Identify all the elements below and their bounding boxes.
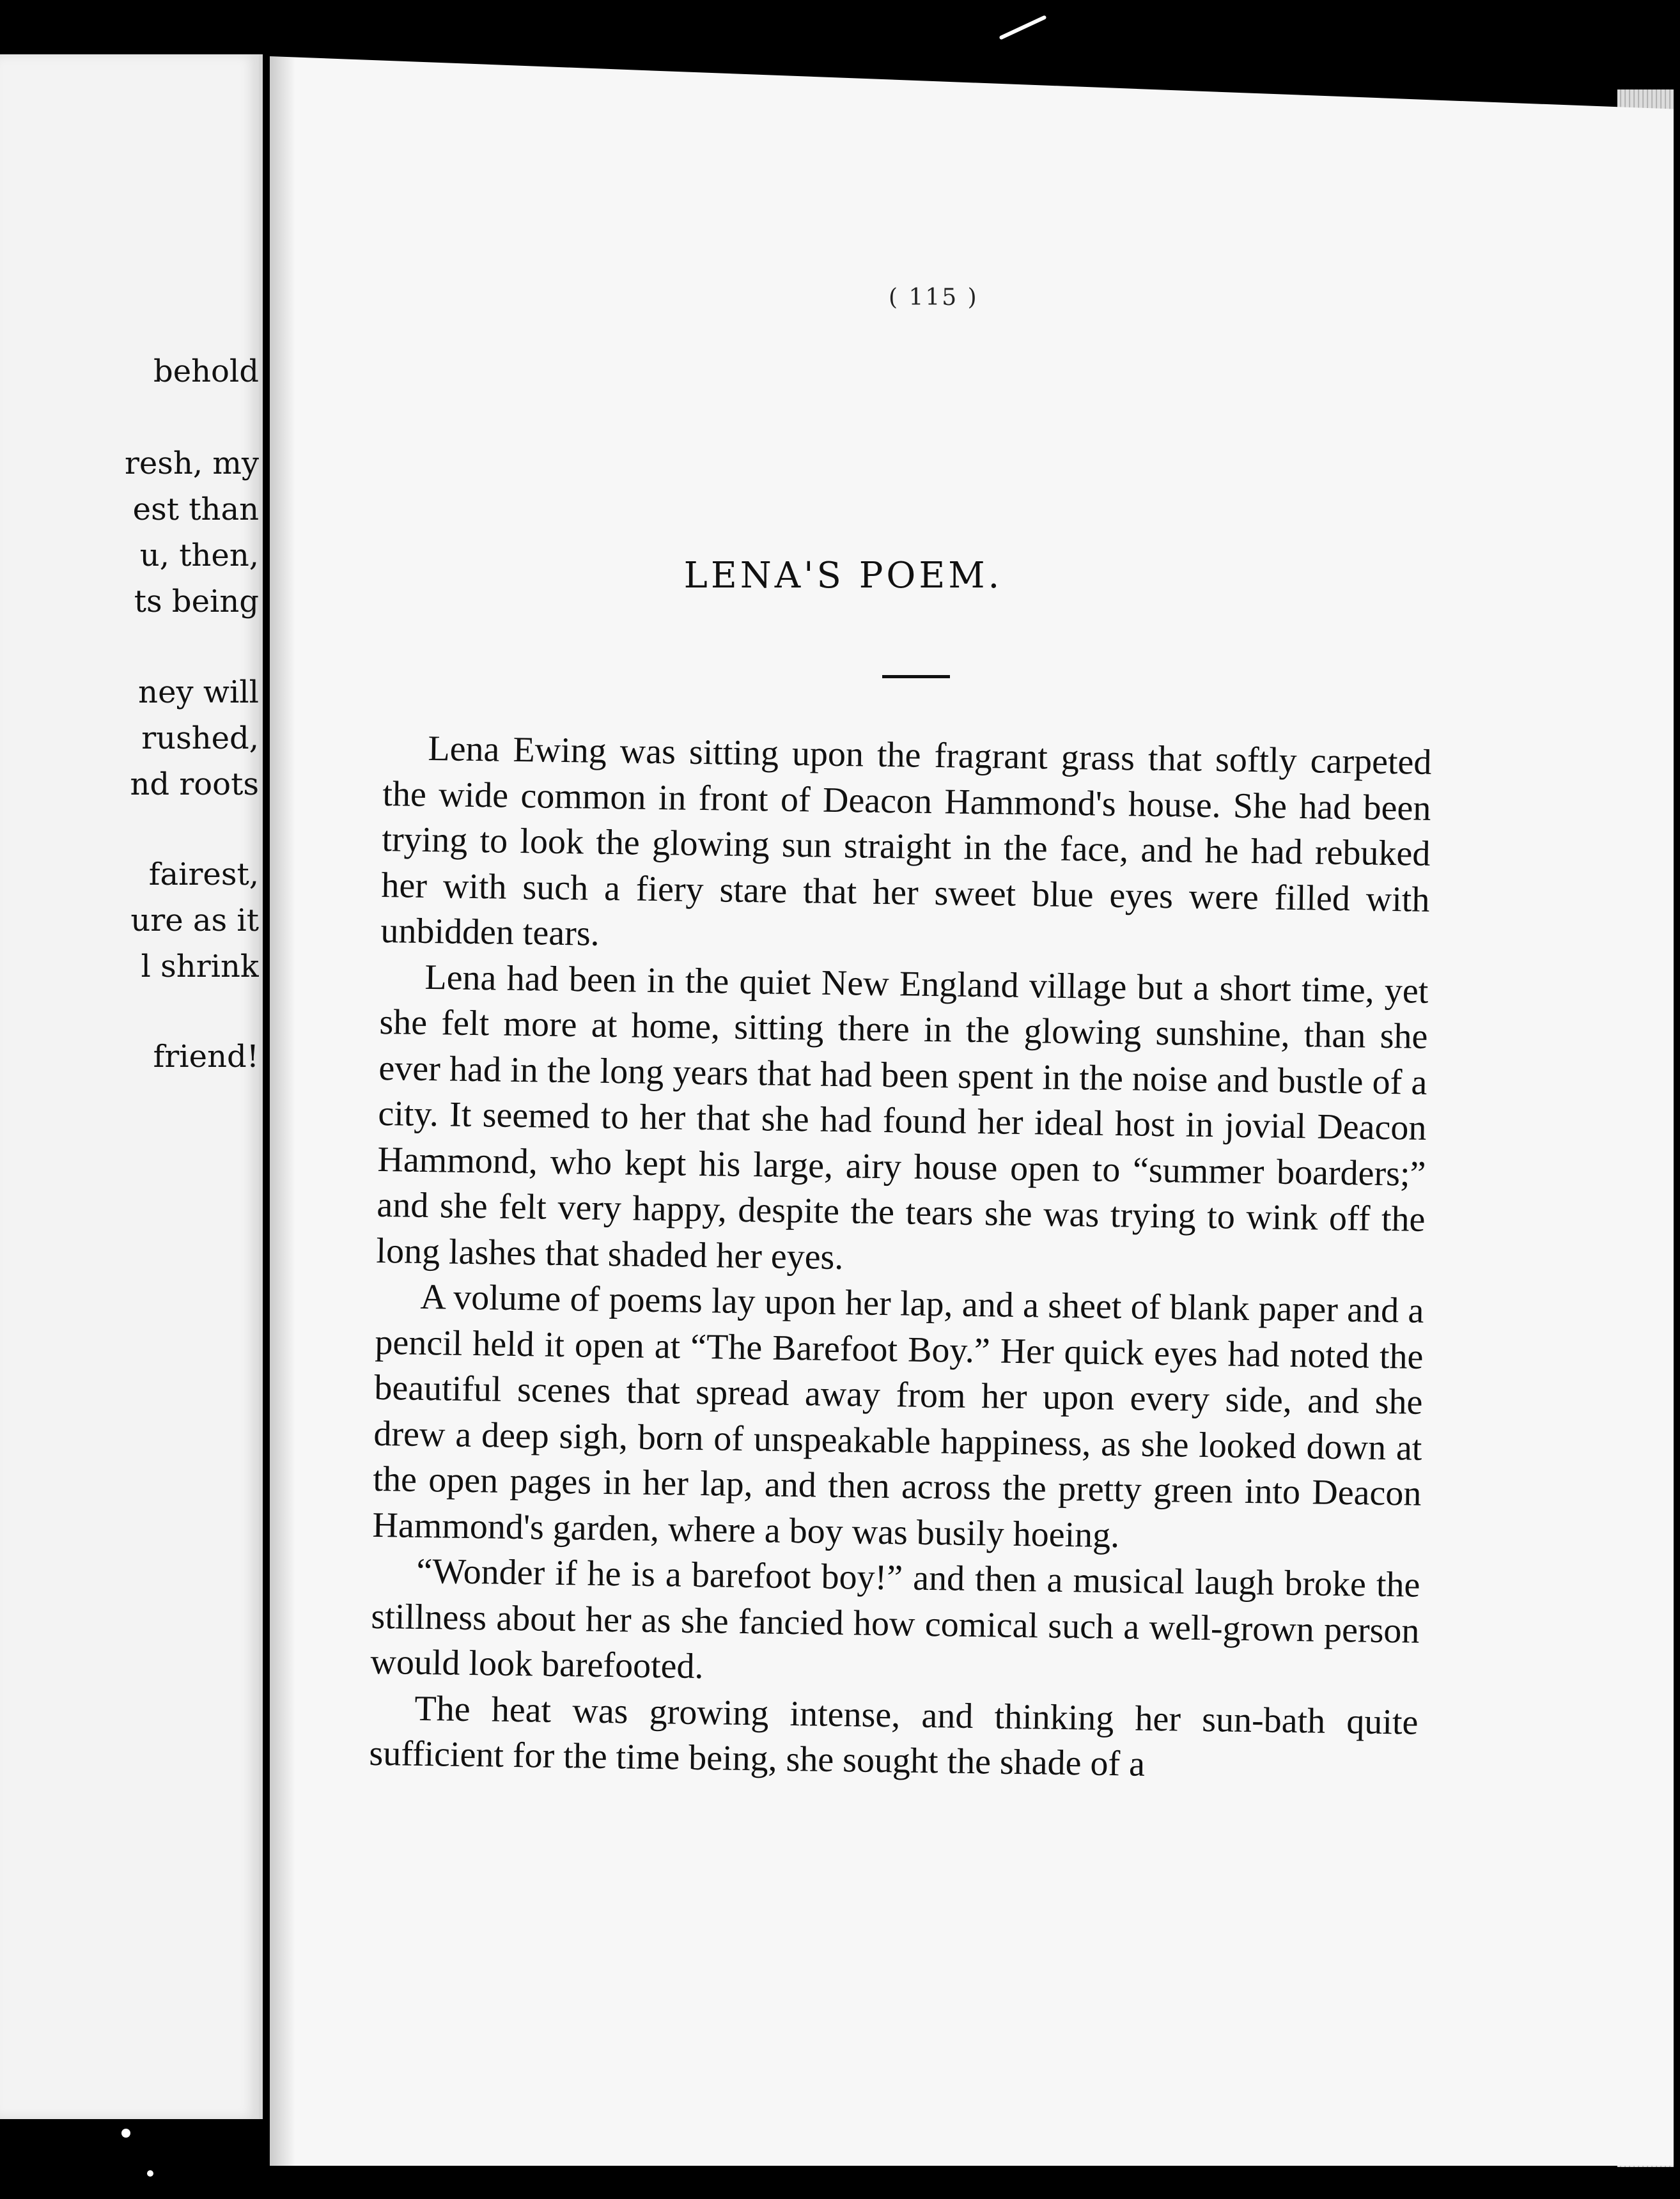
- paragraph: The heat was growing intense, and thinking her sun-bath quite sufficient for the time being, she sought the shade of a: [369, 1688, 1419, 1784]
- gutter-shadow: [270, 56, 295, 2166]
- left-page-line: resh, my: [124, 446, 259, 481]
- paragraph: Lena had been in the quiet New England village but a short time, yet she felt more at home, sitting there in the glowing sunshine, than she ever had in the long years that had been spent in the noise and bustle of a city. It seemed to her that she had found her ideal host in jovial Deacon Hammond, who kept his large, airy house open to “summer boarders;” and she felt very happy, despite the tears she was trying to wink off the long lashes that shaded her eyes.: [376, 957, 1429, 1277]
- body-text: [369, 726, 1432, 1791]
- left-page-line: fairest,: [148, 857, 259, 892]
- left-page-line: u, then,: [139, 538, 259, 573]
- paragraph: Lena Ewing was sitting upon the fragrant grass that softly carpeted the wide common in front of Deacon Hammond's house. She had been trying to look the glowing sun straight in the face, and he had rebuked her with such a fiery stare that her sweet blue eyes were filled with unbidden tears.: [380, 728, 1432, 954]
- left-page-line: l shrink: [141, 949, 259, 984]
- scan-speck: [121, 2129, 130, 2138]
- previous-page-fragment: [0, 54, 263, 2119]
- scan-speck: [999, 15, 1046, 40]
- page-number: ( 115 ): [889, 284, 979, 311]
- left-page-line: est than: [132, 492, 259, 527]
- left-page-line: behold: [153, 354, 259, 389]
- left-page-line: friend!: [153, 1039, 259, 1075]
- scan-speck: [147, 2170, 153, 2177]
- paragraph: “Wonder if he is a barefoot boy!” and then a musical laugh broke the stillness about her as she fancied how comical such a well-grown person would look barefooted.: [370, 1551, 1420, 1687]
- left-page-line: ney will: [138, 674, 259, 710]
- left-page-line: ure as it: [130, 903, 259, 938]
- chapter-title: LENA'S POEM.: [683, 555, 1003, 596]
- left-page-line: nd roots: [130, 766, 259, 802]
- left-page-line: ts being: [134, 584, 259, 619]
- title-divider: [882, 675, 950, 678]
- paragraph: A volume of poems lay upon her lap, and a sheet of blank paper and a pencil held it open at “The Barefoot Boy.” Her quick eyes had noted the beautiful scenes that spread away from her upon every side, and she drew a deep sigh, born of unspeakable happiness, as she looked down at the open pages in her lap, and then across the pretty green into Deacon Hammond's garden, where a boy was busily hoeing.: [372, 1277, 1424, 1555]
- left-page-line: rushed,: [141, 720, 259, 756]
